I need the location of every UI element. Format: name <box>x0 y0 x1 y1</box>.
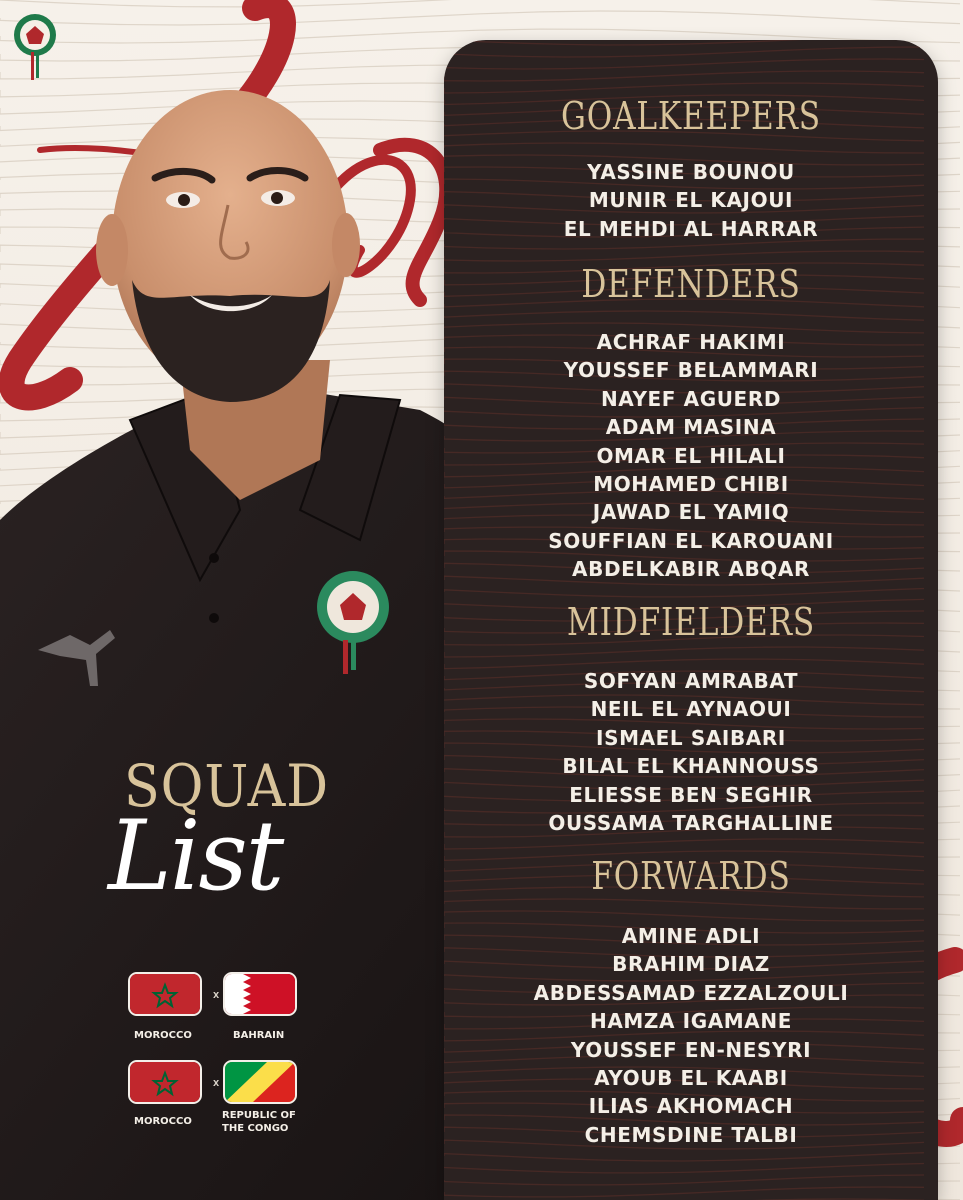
player-name: ILIAS AKHOMACH <box>588 1094 794 1119</box>
panel-wave-line <box>444 1187 924 1197</box>
vs-separator: X <box>213 991 220 1000</box>
fixture-away-team-line2: THE CONGO <box>222 1123 289 1134</box>
panel-wave-line <box>444 911 924 921</box>
bahrain-flag-icon <box>223 972 297 1016</box>
section-title-midfielders: MIDFIELDERS <box>566 600 816 644</box>
player-name: JAWAD EL YAMIQ <box>592 500 790 525</box>
player-name: ELIESSE BEN SEGHIR <box>569 782 813 807</box>
panel-wave-line <box>444 47 924 57</box>
player-name: BILAL EL KHANNOUSS <box>562 754 820 779</box>
vs-separator: X <box>213 1079 220 1088</box>
morocco-flag-icon <box>128 972 202 1016</box>
morocco-flag-icon <box>128 1060 202 1104</box>
player-name: AYOUB EL KAABI <box>594 1066 788 1091</box>
panel-wave-line <box>444 71 924 81</box>
panel-wave-line <box>444 143 924 153</box>
player-name: MOHAMED CHIBI <box>593 472 789 497</box>
section-title-goalkeepers: GOALKEEPERS <box>561 94 821 138</box>
section-title-defenders: DEFENDERS <box>581 262 801 306</box>
player-name: ADAM MASINA <box>605 415 777 440</box>
panel-wave-line <box>444 251 924 261</box>
congo-flag-icon <box>223 1060 297 1104</box>
panel-wave-line <box>444 1164 924 1173</box>
defenders-list <box>444 328 938 584</box>
player-name: NEIL EL AYNAOUI <box>590 697 792 722</box>
player-name: BRAHIM DIAZ <box>612 952 770 977</box>
player-name: ACHRAF HAKIMI <box>596 330 786 354</box>
squad-title: SQUAD <box>124 752 330 820</box>
player-name: YASSINE BOUNOU <box>587 160 795 184</box>
fixture-home-team: MOROCCO <box>134 1116 192 1127</box>
panel-wave-line <box>444 1153 924 1161</box>
goalkeepers-list <box>444 158 938 243</box>
panel-wave-line <box>444 59 924 69</box>
panel-wave-line <box>444 839 924 849</box>
player-name: ABDELKABIR ABQAR <box>572 557 810 582</box>
player-name: SOFYAN AMRABAT <box>583 669 799 693</box>
player-name: CHEMSDINE TALBI <box>584 1122 798 1147</box>
panel-wave-line <box>444 899 924 909</box>
forwards-list <box>444 922 938 1149</box>
player-name: EL MEHDI AL HARRAR <box>563 216 819 241</box>
panel-wave-line <box>444 311 924 320</box>
player-name: ISMAEL SAIBARI <box>596 725 786 750</box>
panel-wave-line <box>444 589 924 597</box>
fixture-away-team: BAHRAIN <box>233 1030 285 1041</box>
midfielders-list <box>444 667 938 837</box>
panel-wave-line <box>444 83 924 93</box>
player-name: AMINE ADLI <box>621 924 761 948</box>
section-title-forwards: FORWARDS <box>591 854 791 898</box>
fixture-away-team-line1: REPUBLIC OF <box>222 1110 296 1121</box>
player-name: MUNIR EL KAJOUI <box>588 188 794 213</box>
fixture-home-team: MOROCCO <box>134 1030 192 1041</box>
panel-wave-line <box>444 647 924 657</box>
player-name: ABDESSAMAD EZZALZOULI <box>533 980 849 1005</box>
player-name: YOUSSEF BELAMMARI <box>563 358 819 383</box>
player-name: HAMZA IGAMANE <box>590 1009 792 1034</box>
panel-wave-line <box>444 1175 924 1185</box>
list-script-title: List <box>108 800 283 912</box>
player-name: OUSSAMA TARGHALLINE <box>548 811 834 836</box>
player-name: OMAR EL HILALI <box>596 443 786 468</box>
panel-wave-line <box>444 40 924 45</box>
player-name: NAYEF AGUERD <box>600 386 782 411</box>
player-name: YOUSSEF EN-NESYRI <box>570 1037 812 1062</box>
player-name: SOUFFIAN EL KAROUANI <box>548 528 834 553</box>
